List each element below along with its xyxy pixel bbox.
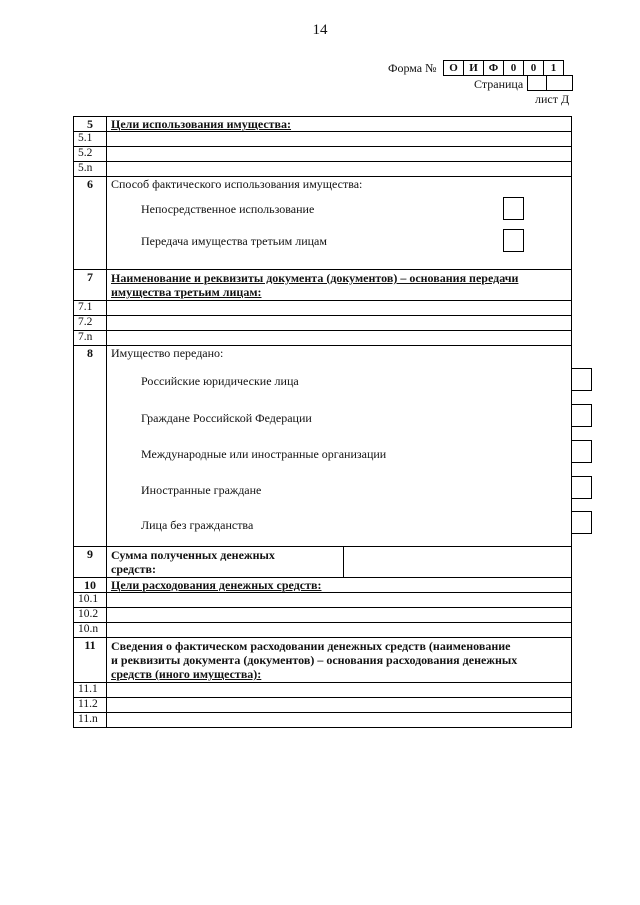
page-label: Страница: [474, 77, 524, 91]
checkbox[interactable]: [571, 404, 592, 427]
input-field[interactable]: [107, 698, 572, 713]
amount-field[interactable]: [343, 546, 576, 578]
section-number: 9: [74, 547, 107, 578]
option-label: Непосредственное использование: [141, 202, 315, 216]
section-number: 11: [74, 638, 107, 683]
page-number: 14: [312, 22, 328, 38]
section-title-line: имущества третьим лицам:: [111, 285, 262, 299]
input-field[interactable]: [107, 623, 572, 638]
form-code-char: 0: [524, 61, 544, 76]
row-number: 7.n: [74, 331, 107, 346]
section-8-body: [107, 346, 572, 547]
option-label: Граждане Российской Федерации: [141, 411, 312, 425]
row-number: 11.1: [74, 683, 107, 698]
section-title-line: Сведения о фактическом расходовании денежных средств (наименование: [111, 639, 511, 653]
input-field[interactable]: [107, 162, 572, 177]
row-number: 11.n: [74, 713, 107, 728]
input-field[interactable]: [107, 683, 572, 698]
section-title-line: средств (иного имущества):: [111, 667, 262, 681]
row-number: 10.n: [74, 623, 107, 638]
option-label: Передача имущества третьим лицам: [141, 234, 327, 248]
checkbox[interactable]: [503, 197, 524, 220]
checkbox[interactable]: [503, 229, 524, 252]
row-number: 5.1: [74, 132, 107, 147]
input-field[interactable]: [107, 316, 572, 331]
form-code-char: О: [444, 61, 464, 76]
section-title-line: средств:: [111, 562, 156, 576]
input-field[interactable]: [107, 608, 572, 623]
section-6-body: [107, 177, 572, 270]
section-9-body: [107, 547, 572, 578]
option-label: Российские юридические лица: [141, 374, 299, 388]
form-code-char: И: [464, 61, 484, 76]
row-number: 11.2: [74, 698, 107, 713]
form-code-char: 1: [544, 61, 564, 76]
option-label: Международные или иностранные организации: [141, 447, 387, 461]
input-field[interactable]: [107, 301, 572, 316]
section-title: [111, 548, 275, 576]
section-number: 5: [74, 117, 107, 132]
input-field[interactable]: [107, 593, 572, 608]
input-field[interactable]: [107, 132, 572, 147]
section-title-line: Сумма полученных денежных: [111, 548, 275, 562]
checkbox[interactable]: [571, 440, 592, 463]
form-code: [443, 60, 564, 76]
option-label: Иностранные граждане: [141, 483, 262, 497]
section-title: Цели расходования денежных средств:: [107, 578, 572, 593]
form-table: [73, 116, 572, 728]
page-number-field[interactable]: [527, 75, 547, 91]
row-number: 10.1: [74, 593, 107, 608]
row-number: 7.2: [74, 316, 107, 331]
checkbox[interactable]: [571, 476, 592, 499]
section-number: 6: [74, 177, 107, 270]
row-number: 5.2: [74, 147, 107, 162]
sheet-label: лист Д: [535, 92, 570, 106]
section-title: Способ фактического использования имущества:: [111, 177, 363, 191]
row-number: 10.2: [74, 608, 107, 623]
input-field[interactable]: [107, 713, 572, 728]
page-number-field[interactable]: [546, 75, 573, 91]
input-field[interactable]: [107, 331, 572, 346]
checkbox[interactable]: [571, 511, 592, 534]
input-field[interactable]: [107, 147, 572, 162]
section-number: 8: [74, 346, 107, 547]
section-title-line: и реквизиты документа (документов) – основания расходования денежных: [111, 653, 518, 667]
form-code-char: 0: [504, 61, 524, 76]
option-label: Лица без гражданства: [141, 518, 254, 532]
section-title-line: Наименование и реквизиты документа (документов) – основания передачи: [111, 271, 519, 285]
row-number: 5.n: [74, 162, 107, 177]
form-number-label: Форма №: [388, 61, 437, 75]
checkbox[interactable]: [571, 368, 592, 391]
section-title: Цели использования имущества:: [107, 117, 572, 132]
section-number: 10: [74, 578, 107, 593]
section-title: Имущество передано:: [111, 346, 224, 360]
form-code-char: Ф: [484, 61, 504, 76]
row-number: 7.1: [74, 301, 107, 316]
section-number: 7: [74, 270, 107, 301]
